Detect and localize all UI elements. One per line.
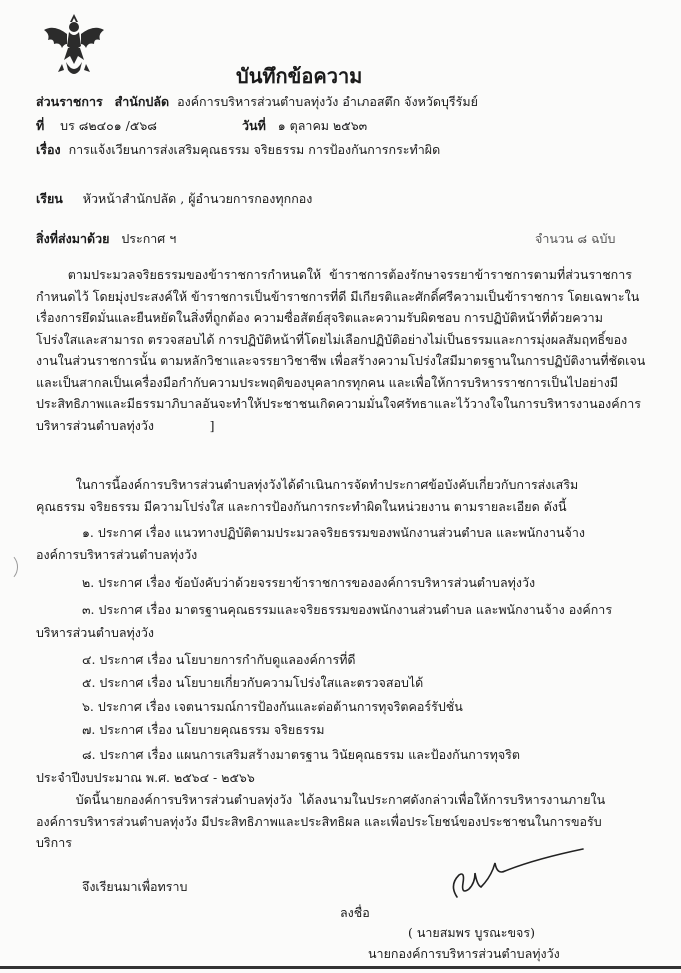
document-date bbox=[242, 116, 367, 136]
margin-mark bbox=[0, 553, 18, 581]
paragraph-3-line: บริการ bbox=[36, 835, 72, 850]
list-item: ๑. ประกาศ เรื่อง แนวทางปฏิบัติตามประมวลจริยธรรมของพนักงานส่วนตำบล และพนักงานจ้าง bbox=[82, 525, 585, 540]
paragraph-2 bbox=[36, 474, 649, 517]
paragraph-1-line: กำหนดไว้ โดยมุ่งประสงค์ให้ ข้าราชการเป็นข้าราชการที่ดี มีเกียรติและศักดิ์ศรีความเป็นข้าราชการ โดยเฉพาะใน bbox=[36, 288, 640, 304]
paragraph-1 bbox=[36, 264, 649, 436]
list-item: ๓. ประกาศ เรื่อง มาตรฐานคุณธรรมและจริยธรรมของพนักงานส่วนตำบล และพนักงานจ้าง องค์การ bbox=[82, 602, 613, 617]
handwritten-signature bbox=[445, 845, 590, 907]
subject-value: การแจ้งเวียนการส่งเสริมคุณธรรม จริยธรรม การป้องกันการกระทำผิด bbox=[68, 142, 441, 157]
list-item: ๔. ประกาศ เรื่อง นโยบายการกำกับดูแลองค์การที่ดี bbox=[82, 652, 356, 667]
salutation bbox=[36, 189, 312, 209]
signer-name: ( นายสมพร บูรณะขจร) bbox=[408, 925, 535, 940]
list-item-continuation: ประจำปีงบประมาณ พ.ศ. ๒๕๖๔ - ๒๕๖๖ bbox=[36, 770, 255, 785]
paragraph-1-line: บริหารส่วนตำบลทุ่งวัง ] bbox=[36, 417, 215, 433]
garuda-emblem-icon bbox=[40, 10, 108, 80]
bottom-edge-line bbox=[0, 966, 681, 969]
list-item: ๒. ประกาศ เรื่อง ข้อบังคับว่าด้วยจรรยาข้าราชการขององค์การบริหารส่วนตำบลทุ่งวัง bbox=[82, 575, 536, 590]
salutation-label: เรียน bbox=[36, 191, 63, 206]
paragraph-3 bbox=[36, 789, 649, 854]
list-item: ๘. ประกาศ เรื่อง แผนการเสริมสร้างมาตรฐาน วินัยคุณธรรม และป้องกันการทุจริต bbox=[82, 747, 520, 762]
salutation-value: หัวหน้าสำนักปลัด , ผู้อำนวยการกองทุกกอง bbox=[82, 191, 313, 206]
paragraph-3-line: องค์การบริหารส่วนตำบลทุ่งวัง มีประสิทธิภาพและประสิทธิผล และเพื่อประโยชน์ของประชาชนในการขอรับ bbox=[36, 813, 602, 829]
closing-line: จึงเรียนมาเพื่อทราบ bbox=[82, 879, 188, 894]
reference-number bbox=[36, 116, 157, 136]
agency-line bbox=[36, 92, 478, 112]
agency-value: สำนักปลัด bbox=[114, 94, 170, 109]
paragraph-1-line: และเป็นสากลเป็นเครื่องมือกำกับความประพฤติของบุคลากรทุกคน และเพื่อให้การบริหารราชการเป็นไปอย่างมี bbox=[36, 374, 619, 390]
paragraph-1-line: โปร่งใสและสามารถ ตรวจสอบได้ การปฏิบัติหน้าที่โดยไม่เลือกปฏิบัติอย่างไม่เป็นธรรมและการมุ่งผลสัมฤทธิ์ของ bbox=[36, 331, 628, 347]
paragraph-1-line: ประสิทธิภาพและมีธรรมาภิบาลอันจะทำให้ประชาชนเกิดความมั่นใจศรัทธาและไว้วางใจในการบริหารงานองค์การ bbox=[36, 396, 641, 411]
subject-line bbox=[36, 140, 440, 160]
date-value: ๑ ตุลาคม ๒๕๖๓ bbox=[277, 118, 368, 133]
date-label: วันที่ bbox=[242, 118, 266, 133]
paragraph-3-line: บัดนี้นายกองค์การบริหารส่วนตำบลทุ่งวัง ได้ลงนามในประกาศดังกล่าวเพื่อให้การบริหารงานภายใน bbox=[36, 792, 606, 807]
sign-label: ลงชื่อ bbox=[340, 905, 370, 920]
list-item-continuation: บริหารส่วนตำบลทุ่งวัง bbox=[36, 625, 155, 640]
agency-rest: องค์การบริหารส่วนตำบลทุ่งวัง อำเภอสตึก จังหวัดบุรีรัมย์ bbox=[177, 94, 478, 109]
attachment-count: จำนวน ๘ ฉบับ bbox=[535, 231, 616, 246]
list-item-continuation: องค์การบริหารส่วนตำบลทุ่งวัง bbox=[36, 547, 198, 562]
attachment-value: ประกาศ ฯ bbox=[121, 231, 177, 246]
ref-label: ที่ bbox=[36, 118, 45, 133]
document-title: บันทึกข้อความ bbox=[236, 64, 363, 88]
paragraph-1-line: ตามประมวลจริยธรรมของข้าราชการกำหนดให้ ข้าราชการต้องรักษาจรรยาข้าราชการตามที่ส่วนราชการ bbox=[36, 267, 632, 282]
list-item: ๖. ประกาศ เรื่อง เจตนารมณ์การป้องกันและต่อต้านการทุจริตคอร์รัปชั่น bbox=[82, 699, 463, 714]
paragraph-2-line: ในการนี้องค์การบริหารส่วนตำบลทุ่งวังได้ดำเนินการจัดทำประกาศข้อบังคับเกี่ยวกับการส่งเสริม bbox=[36, 477, 579, 492]
subject-label: เรื่อง bbox=[36, 142, 61, 157]
list-item: ๕. ประกาศ เรื่อง นโยบายเกี่ยวกับความโปร่งใสและตรวจสอบได้ bbox=[82, 675, 424, 690]
attachment-line bbox=[36, 229, 176, 249]
ref-value: บร ๘๒๔๐๑ /๕๖๘ bbox=[60, 118, 157, 133]
paragraph-1-line: งานในส่วนราชการนั้น ตามหลักวิชาและจรรยาวิชาชีพ เพื่อสร้างความโปร่งใสมีมาตรฐานในการปฏิบัติงานที่ชัดเจน bbox=[36, 353, 646, 368]
attachment-label: สิ่งที่ส่งมาด้วย bbox=[36, 231, 110, 246]
signer-position: นายกองค์การบริหารส่วนตำบลทุ่งวัง bbox=[368, 946, 560, 961]
list-item: ๗. ประกาศ เรื่อง นโยบายคุณธรรม จริยธรรม bbox=[82, 722, 325, 737]
paragraph-2-line: คุณธรรม จริยธรรม มีความโปร่งใส และการป้องกันการกระทำผิดในหน่วยงาน ตามรายละเอียด ดังนี้ bbox=[36, 498, 567, 514]
agency-label: ส่วนราชการ bbox=[36, 94, 103, 109]
paragraph-1-line: เรื่องการยึดมั่นและยืนหยัดในสิ่งที่ถูกต้อง ความซื่อสัตย์สุจริตและความรับผิดชอบ การปฏิบัติหน้าที่ด้วยความ bbox=[36, 310, 603, 325]
